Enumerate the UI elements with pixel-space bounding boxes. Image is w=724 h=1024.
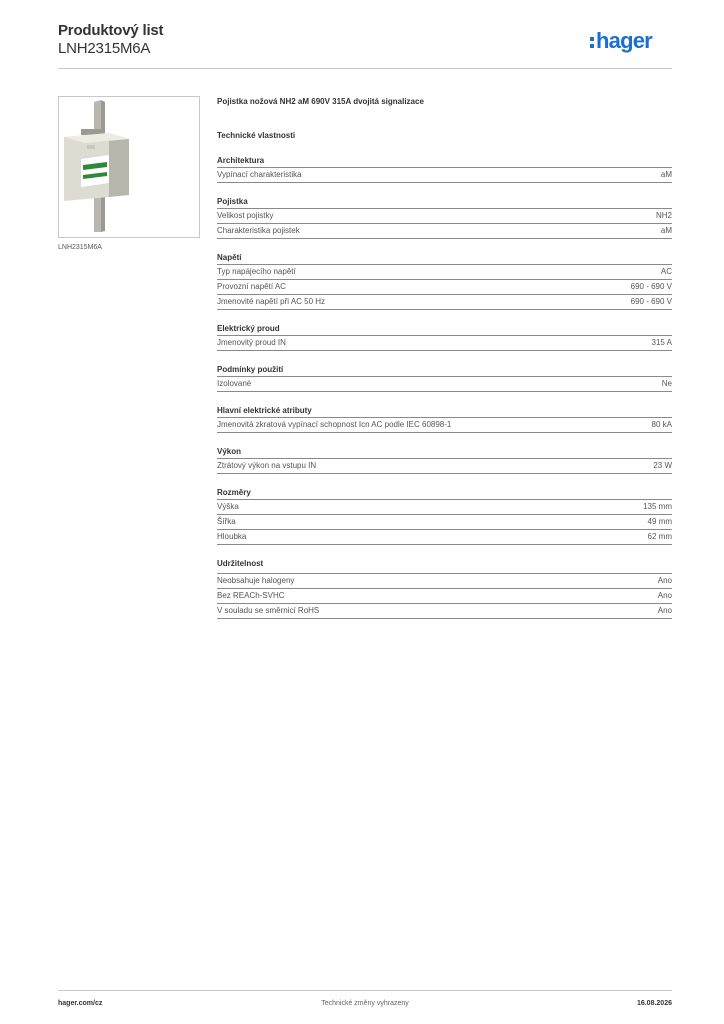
- footer-website-link[interactable]: hager.com/cz: [58, 1000, 103, 1007]
- spec-value: aM: [660, 226, 672, 235]
- spec-label: Jmenovité napětí při AC 50 Hz: [217, 297, 326, 306]
- header-divider: [58, 68, 672, 69]
- spec-rows: [217, 573, 672, 619]
- spec-label: Izolované: [217, 379, 252, 388]
- spec-label: Vypínací charakteristika: [217, 170, 302, 179]
- product-description: Pojistka nožová NH2 aM 690V 315A dvojitá signalizace: [217, 97, 424, 106]
- section-udrzitelnost: [217, 558, 672, 619]
- spec-row: [217, 589, 672, 604]
- footer-divider: [58, 990, 672, 991]
- section-pojistka: [217, 196, 672, 239]
- spec-value: 49 mm: [647, 517, 672, 526]
- spec-label: Výška: [217, 502, 239, 511]
- section-hlavni-elektricke-atributy: [217, 405, 672, 433]
- spec-value: aM: [660, 170, 672, 179]
- spec-row: [217, 280, 672, 295]
- spec-value: 690 - 690 V: [630, 297, 672, 306]
- section-rozmery: [217, 487, 672, 545]
- spec-value: NH2: [655, 211, 672, 220]
- spec-label: Hloubka: [217, 532, 247, 541]
- product-code: LNH2315M6A: [58, 40, 151, 57]
- spec-row: [217, 336, 672, 351]
- spec-label: Typ napájecího napětí: [217, 267, 296, 276]
- section-elektricky-proud: [217, 323, 672, 351]
- section-title: Elektrický proud: [217, 323, 672, 336]
- section-title: Pojistka: [217, 196, 672, 209]
- spec-label: Neobsahuje halogeny: [217, 576, 295, 585]
- spec-row: [217, 224, 672, 239]
- page-title: Produktový list: [58, 22, 164, 39]
- spec-row: [217, 265, 672, 280]
- tech-properties-heading: Technické vlastnosti: [217, 131, 296, 140]
- spec-label: Velikost pojistky: [217, 211, 274, 220]
- spec-row: [217, 295, 672, 310]
- footer-date: 16.08.2026: [636, 1000, 672, 1007]
- spec-label: Jmenovitý proud IN: [217, 338, 286, 347]
- footer-notice: Technické změny vyhrazeny: [321, 1000, 409, 1007]
- spec-value: Ano: [657, 606, 672, 615]
- spec-value: Ano: [657, 591, 672, 600]
- spec-row: [217, 168, 672, 183]
- section-title: Hlavní elektrické atributy: [217, 405, 672, 418]
- svg-text:hager: hager: [596, 28, 652, 53]
- section-architektura: [217, 155, 672, 183]
- spec-value: 23 W: [653, 461, 672, 470]
- spec-value: Ano: [657, 576, 672, 585]
- spec-value: 690 - 690 V: [630, 282, 672, 291]
- section-title: Výkon: [217, 446, 672, 459]
- spec-label: Šířka: [217, 517, 236, 526]
- spec-row: [217, 209, 672, 224]
- spec-label: Charakteristika pojistek: [217, 226, 300, 235]
- spec-label: Bez REACh-SVHC: [217, 591, 285, 600]
- spec-row: [217, 515, 672, 530]
- section-title: Architektura: [217, 155, 672, 168]
- page-footer: [58, 998, 672, 1010]
- spec-label: Jmenovitá zkratová vypínací schopnost Icn AC podle IEC 60898-1: [217, 420, 452, 429]
- section-title: Podmínky použití: [217, 364, 672, 377]
- spec-value: 135 mm: [643, 502, 672, 511]
- page-header: [58, 22, 672, 58]
- fuse-illustration: [59, 97, 199, 237]
- spec-value: 80 kA: [651, 420, 672, 429]
- spec-row: [217, 377, 672, 392]
- spec-row: [217, 459, 672, 474]
- section-vykon: [217, 446, 672, 474]
- spec-row: [217, 418, 672, 433]
- spec-value: 62 mm: [647, 532, 672, 541]
- product-image: [58, 96, 200, 238]
- section-title: Udržitelnost: [217, 559, 264, 568]
- spec-row: [217, 574, 672, 589]
- spec-value: 315 A: [651, 338, 672, 347]
- section-title: Napětí: [217, 252, 672, 265]
- spec-content: [217, 96, 672, 619]
- section-napeti: [217, 252, 672, 310]
- spec-row: [217, 530, 672, 545]
- hager-logo: [590, 28, 672, 54]
- section-title: Rozměry: [217, 487, 672, 500]
- image-caption: LNH2315M6A: [58, 244, 102, 251]
- spec-value: Ne: [661, 379, 672, 388]
- spec-value: AC: [660, 267, 672, 276]
- spec-label: V souladu se směrnicí RoHS: [217, 606, 320, 615]
- spec-row: [217, 604, 672, 619]
- spec-label: Provozní napětí AC: [217, 282, 286, 291]
- spec-row: [217, 500, 672, 515]
- section-podminky-pouziti: [217, 364, 672, 392]
- spec-label: Ztrátový výkon na vstupu IN: [217, 461, 317, 470]
